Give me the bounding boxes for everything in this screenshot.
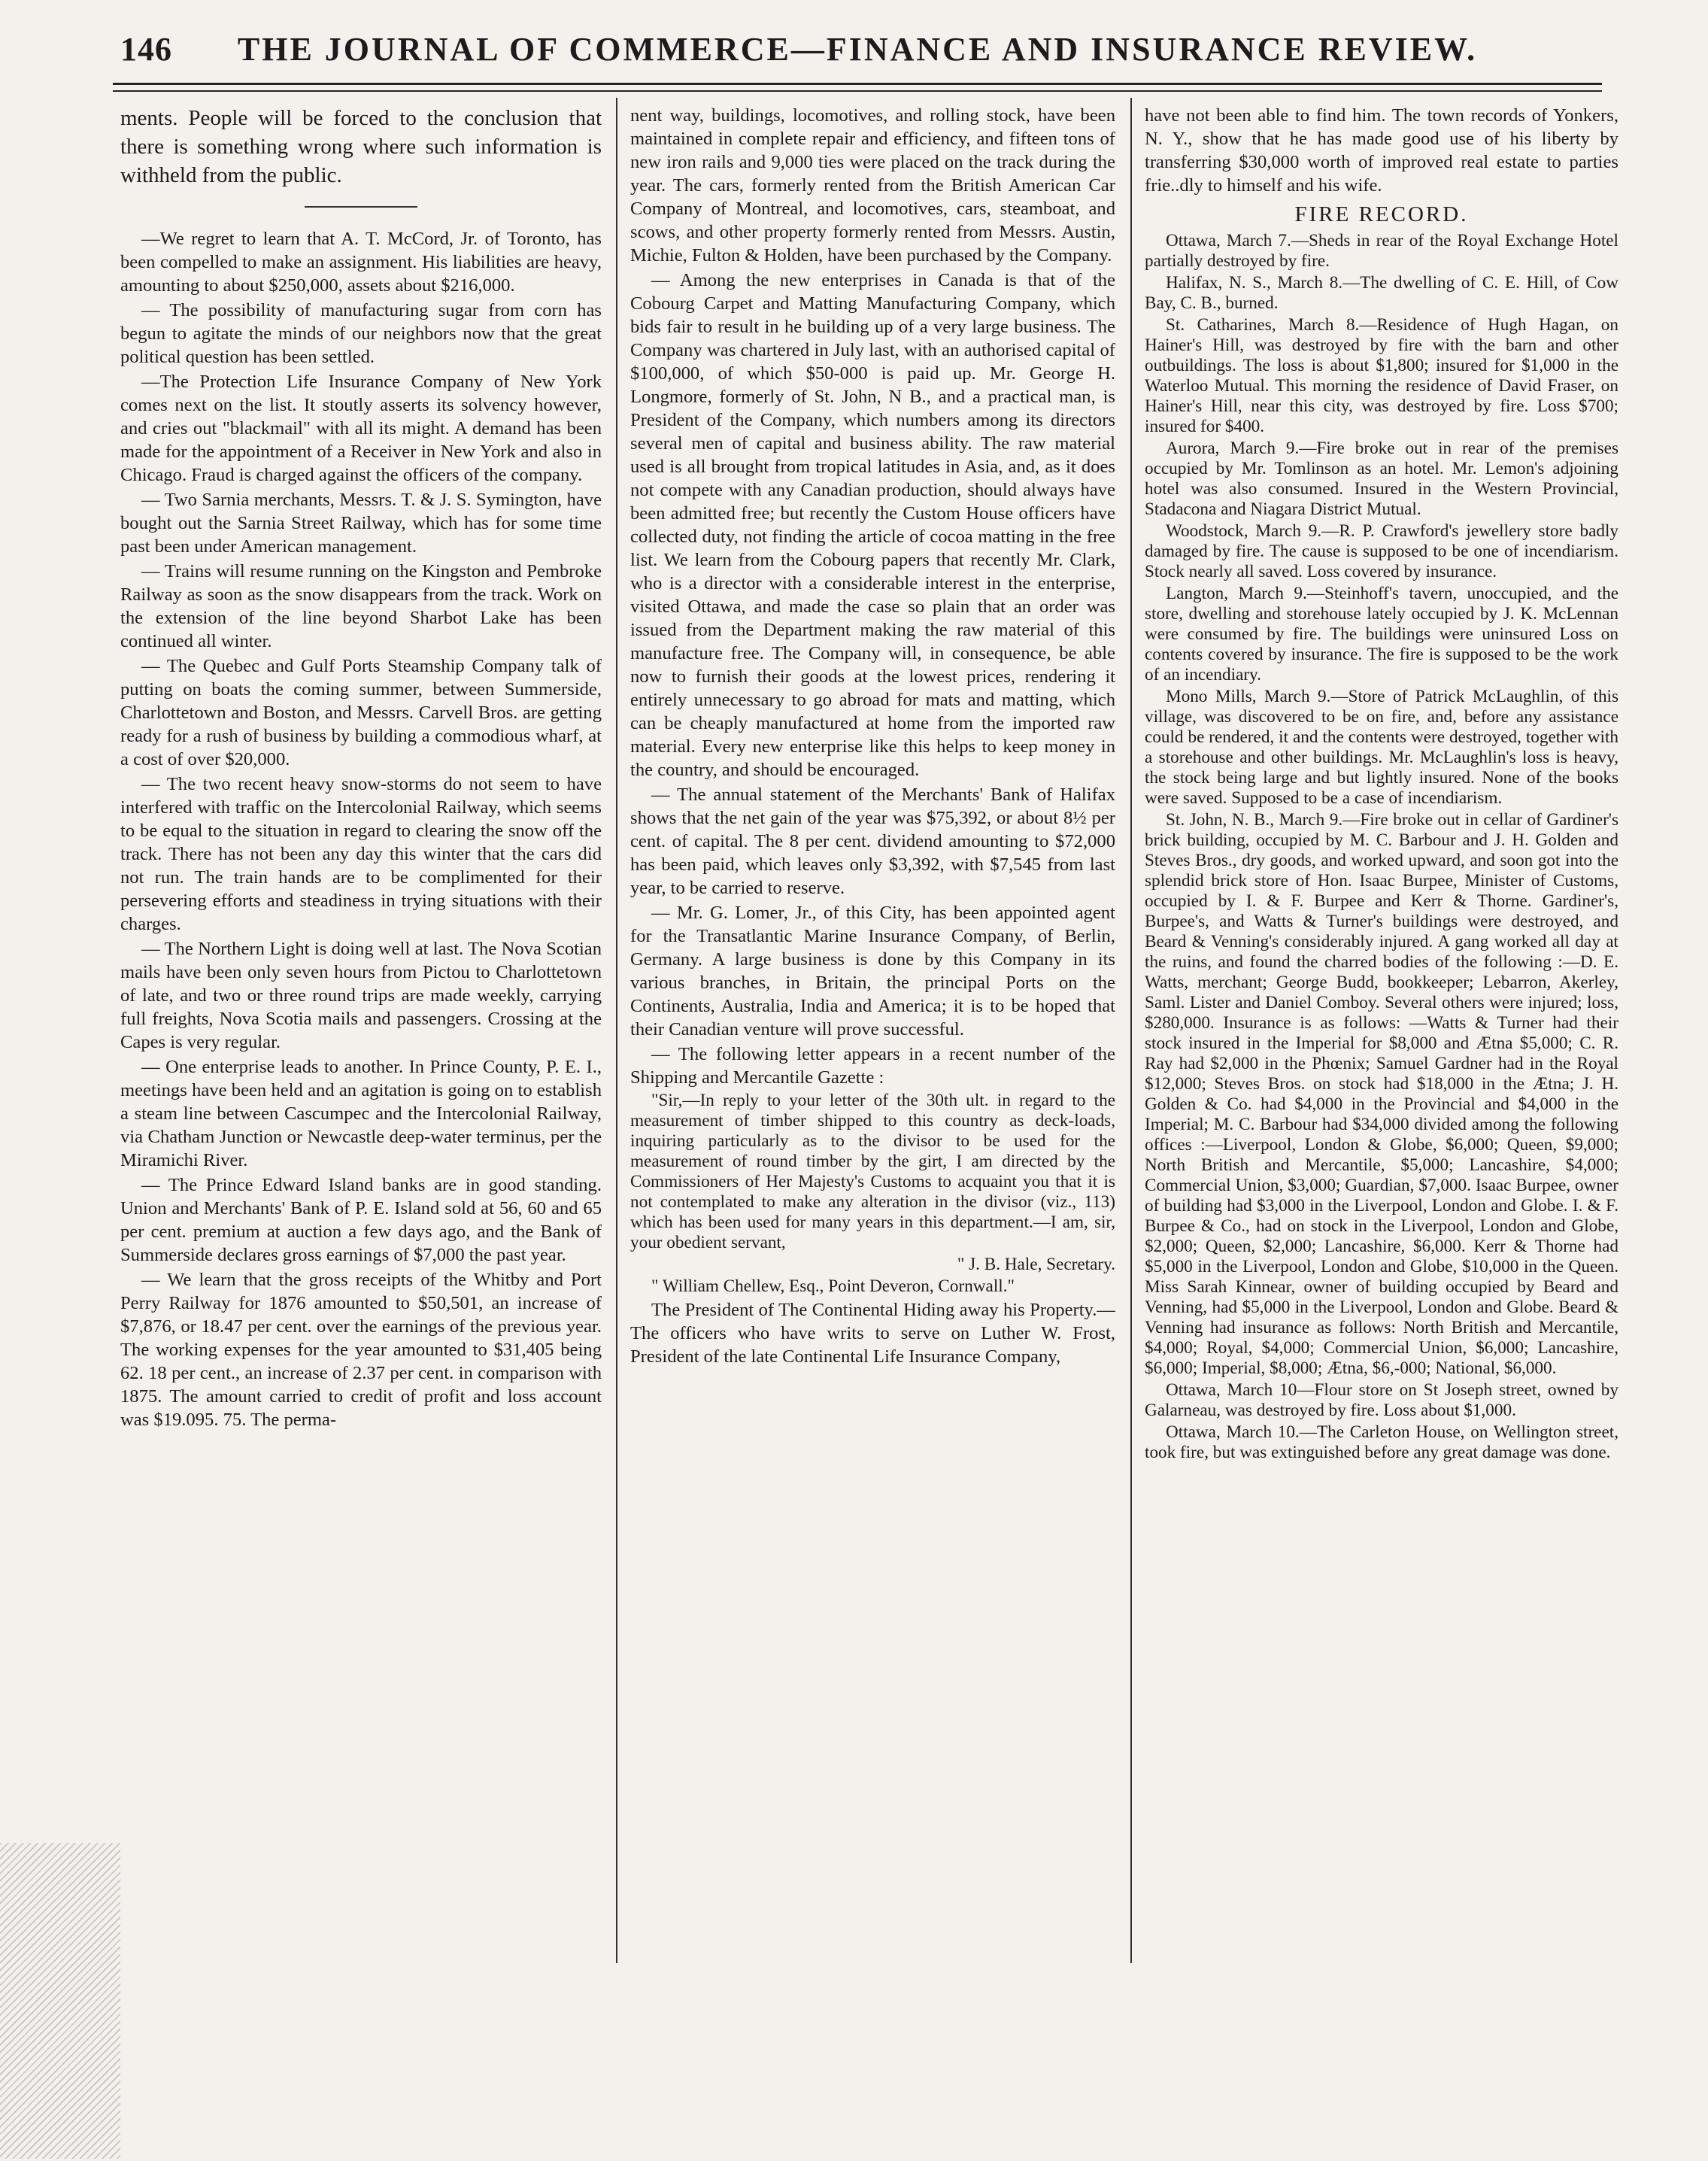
news-paragraph: — Among the new enterprises in Canada is that of the Cobourg Carpet and Matting Manufacturing Company, which bids fair to result in he building up of a very large business. The Company was chartered in July last, with an authorised capital of $100,000, of which $50-000 is paid up. Mr. George H. Longmore, formerly of St. John, N B., and a practical man, is President of the Company, which numbers among its directors several men of capital and business ability. The raw material used is all brought from tropical latitudes in Asia, and, as it does not compete with any Canadian production, should always have been admitted free; but recently the Custom House officers have collected duty, not finding the article of cocoa matting in the free list. We learn from the Cobourg papers that recently Mr. Clark, who is a director with a considerable interest in the enterprise, visited Ottawa, and made the case so plain that an order was issued from the Department making the raw material of this manufacture free. The Company will, in consequence, be able now to furnish their goods at the lowest prices, rendering it entirely unnecessary to go abroad for mats and matting, which can be cheaply manufactured at home from the imported raw material. Every new enterprise like this helps to keep money in the country, and should be encouraged. [630, 270, 1115, 780]
column-right [1145, 104, 1619, 1977]
news-paragraph: Halifax, N. S., March 8.—The dwelling of C. E. Hill, of Cow Bay, C. B., burned. [1145, 273, 1619, 313]
news-paragraph: — The possibility of manufacturing sugar from corn has begun to agitate the minds of our neighbors now that the great political question has been settled. [120, 300, 602, 367]
news-paragraph: —We regret to learn that A. T. McCord, Jr. of Toronto, has been compelled to make an assignment. His liabilities are heavy, amounting to about $250,000, assets about $216,000. [120, 229, 602, 296]
column-divider [616, 98, 617, 1963]
separator-rule [305, 206, 417, 208]
news-paragraph: Ottawa, March 7.—Sheds in rear of the Royal Exchange Hotel partially destroyed by fire. [1145, 231, 1619, 271]
news-paragraph: — One enterprise leads to another. In Prince County, P. E. I., meetings have been held and an agitation is going on to establish a steam line between Cascumpec and the Intercolonial Railway, via Chatham Junction or Newcastle deep-water terminus, per the Miramichi River. [120, 1057, 602, 1170]
news-paragraph: Langton, March 9.—Steinhoff's tavern, unoccupied, and the store, dwelling and storehouse lately occupied by J. K. McLennan were consumed by fire. The buildings were uninsured Loss on contents covered by insurance. The fire is supposed to be the work of an incendiary. [1145, 584, 1619, 684]
news-paragraph: ments. People will be forced to the conclusion that there is something wrong where such information is withheld from the public. [120, 106, 602, 187]
news-paragraph: Aurora, March 9.—Fire broke out in rear of the premises occupied by Mr. Tomlinson as an hotel. Mr. Lemon's adjoining hotel was also consumed. Insured in the Western Provincial, Stadacona and Niagara District Mutual. [1145, 439, 1619, 519]
page-number: 146 [120, 31, 172, 68]
letter-signature: " J. B. Hale, Secretary. [957, 1255, 1115, 1274]
column-middle [630, 104, 1115, 1977]
news-paragraph: St. John, N. B., March 9.—Fire broke out in cellar of Gardiner's brick building, occupied by M. C. Barbour and J. H. Golden and Steves Bros., dry goods, and worked upward, and soon got into the splendid brick store of Hon. Isaac Burpee, Minister of Customs, occupied by I. & F. Burpee and Kerr & Thorne. Gardiner's, Burpee's, and Watts & Turner's buildings were destroyed, and Beard & Venning's considerably injured. A gang worked all day at the ruins, and found the charred bodies of the following :—D. E. Watts, merchant; George Budd, bookkeeper; Lebarron, Akerley, Saml. Lister and Daniel Comboy. Several others were injured; loss, $280,000. Insurance is as follows: —Watts & Turner had their stock insured in the Imperial for $8,000 and Ætna $5,000; C. R. Ray had $2,000 in the Phœnix; Samuel Gardner had in the Royal $12,000; Steves Bros. on stock had $18,000 in the Ætna; J. H. Golden & Co. had $4,000 in the Provincial and $4,000 in the Imperial; M. C. Barbour had $34,000 divided among the following offices :—Liverpool, London & Globe, $6,000; Queen, $9,000; North British and Mercantile, $5,000; Lancashire, $4,000; Commercial Union, $3,000; Guardian, $7,000. Isaac Burpee, owner of building had $3,000 in the Liverpool, London and Globe. I. & F. Burpee & Co., had on stock in the Liverpool, London and Globe, $2,000; Queen, $2,000; Lancashire, $6,000. Kerr & Thorne had $5,000 in the Liverpool, London and Globe, $10,000 in the Queen. Miss Sarah Kinnear, owner of building occupied by Beard and Venning, had $5,000 in the Liverpool, London and Globe. Beard & Venning had insurance as follows: North British and Mercantile, $4,000; Royal, $4,000; Commercial Union, $6,000; Lancashire, $6,000; Imperial, $8,000; Ætna, $6,-000; National, $6,000. [1145, 810, 1619, 1378]
news-paragraph: — The following letter appears in a recent number of the Shipping and Mercantile Gazette : [630, 1044, 1115, 1088]
news-paragraph: " William Chellew, Esq., Point Deveron, Cornwall." [651, 1276, 1015, 1296]
journal-title: THE JOURNAL OF COMMERCE—FINANCE AND INSURANCE REVIEW. [237, 31, 1478, 68]
news-paragraph: Ottawa, March 10—Flour store on St Joseph street, owned by Galarneau, was destroyed by fire. Loss about $1,000. [1145, 1380, 1619, 1420]
news-paragraph: — The annual statement of the Merchants' Bank of Halifax shows that the net gain of the year was $75,392, or about 8½ per cent. of capital. The 8 per cent. dividend amounting to $72,000 has been paid, which leaves only $3,392, with $7,545 from last year, to be carried to reserve. [630, 785, 1115, 898]
news-paragraph: — Trains will resume running on the Kingston and Pembroke Railway as soon as the snow disappears from the track. Work on the extension of the line beyond Sharbot Lake has been continued all winter. [120, 561, 602, 651]
news-paragraph: "Sir,—In reply to your letter of the 30th ult. in regard to the measurement of timber shipped to this country as deck-loads, inquiring particularly as to the divisor to be used for the measurement of round timber by the girt, I am directed by the Commissioners of Her Majesty's Customs to acquaint you that it is not contemplated to make any alteration in the divisor (viz., 113) which has been used for many years in this department.—I am, sir, your obedient servant, [630, 1091, 1115, 1252]
paper-damage [0, 1843, 120, 2159]
news-paragraph: — The Prince Edward Island banks are in good standing. Union and Merchants' Bank of P. E. Island sold at 56, 60 and 65 per cent. premium at auction a few days ago, and the Bank of Summerside declares gross earnings of $7,000 the past year. [120, 1175, 602, 1265]
header-rule-thin [113, 90, 1602, 92]
news-paragraph: — We learn that the gross receipts of the Whitby and Port Perry Railway for 1876 amounted to $50,501, an increase of $7,876, or 18.47 per cent. over the earnings of the previous year. The working expenses for the year amounted to $31,405 being 62. 18 per cent., an increase of 2.37 per cent. in comparison with 1875. The amount carried to credit of profit and loss account was $19.095. 75. The perma- [120, 1270, 602, 1430]
news-paragraph: The President of The Continental Hiding away his Property.—The officers who have writs to serve on Luther W. Frost, President of the late Continental Life Insurance Company, [630, 1300, 1115, 1367]
news-paragraph: — The Quebec and Gulf Ports Steamship Company talk of putting on boats the coming summer, between Summerside, Charlottetown and Boston, and Messrs. Carvell Bros. are getting ready for a rush of business by building a commodious wharf, at a cost of over $20,000. [120, 656, 602, 769]
column-divider [1130, 98, 1132, 1963]
news-paragraph: Woodstock, March 9.—R. P. Crawford's jewellery store badly damaged by fire. The cause is supposed to be one of incendiarism. Stock nearly all saved. Loss covered by insurance. [1145, 521, 1619, 581]
page-header [113, 30, 1602, 75]
news-paragraph: have not been able to find him. The town records of Yonkers, N. Y., show that he has made good use of his liberty by transferring $30,000 worth of improved real estate to parties frie..dly to himself and his wife. [1145, 105, 1619, 196]
news-paragraph: — The two recent heavy snow-storms do not seem to have interfered with traffic on the Intercolonial Railway, which seems to be equal to the situation in regard to clearing the snow off the track. There has not been any day this winter that the cars did not run. The train hands are to be complimented for their persevering efforts and steadiness in trying situations with their charges. [120, 774, 602, 934]
header-rule [113, 83, 1602, 85]
news-paragraph: St. Catharines, March 8.—Residence of Hugh Hagan, on Hainer's Hill, was destroyed by fire with the barn and other outbuildings. The loss is about $1,800; insured for $1,000 in the Waterloo Mutual. This morning the residence of David Fraser, on Hainer's Hill, near this city, was destroyed by fire. Loss $700; insured for $400. [1145, 315, 1619, 436]
column-left [120, 104, 602, 1977]
news-paragraph: —The Protection Life Insurance Company of New York comes next on the list. It stoutly asserts its solvency however, and cries out "blackmail" with all its might. A demand has been made for the appointment of a Receiver in New York and also in Chicago. Fraud is charged against the officers of the company. [120, 372, 602, 485]
news-paragraph: — The Northern Light is doing well at last. The Nova Scotian mails have been only seven hours from Pictou to Charlottetown of late, and two or three round trips are made weekly, carrying full freights, Nova Scotia mails and passengers. Crossing at the Capes is very regular. [120, 939, 602, 1052]
section-title: FIRE RECORD. [1294, 202, 1469, 226]
news-paragraph: nent way, buildings, locomotives, and rolling stock, have been maintained in complete repair and efficiency, and fifteen tons of new iron rails and 9,000 ties were placed on the track during the year. The cars, formerly rented from the British American Car Company of Montreal, and locomotives, cars, steamboat, and scows, and other property formerly rented from Messrs. Austin, Michie, Fulton & Holden, have been purchased by the Company. [630, 105, 1115, 266]
news-paragraph: Mono Mills, March 9.—Store of Patrick McLaughlin, of this village, was discovered to be on fire, and, before any assistance could be rendered, it and the contents were destroyed, together with a storehouse and other buildings. Mr. McLaughlin's loss is heavy, the stock being large and but lightly insured. None of the books were saved. Supposed to be a case of incendiarism. [1145, 687, 1619, 808]
news-paragraph: — Two Sarnia merchants, Messrs. T. & J. S. Symington, have bought out the Sarnia Street Railway, which has for some time past been under American management. [120, 490, 602, 557]
news-paragraph: — Mr. G. Lomer, Jr., of this City, has been appointed agent for the Transatlantic Marine Insurance Company, of Berlin, Germany. A large business is done by this Company in its various branches, in Britain, the principal Ports on the Continents, Australia, India and America; it is to be hoped that their Canadian venture will prove successful. [630, 903, 1115, 1040]
news-paragraph: Ottawa, March 10.—The Carleton House, on Wellington street, took fire, but was extinguished before any great damage was done. [1145, 1422, 1619, 1462]
